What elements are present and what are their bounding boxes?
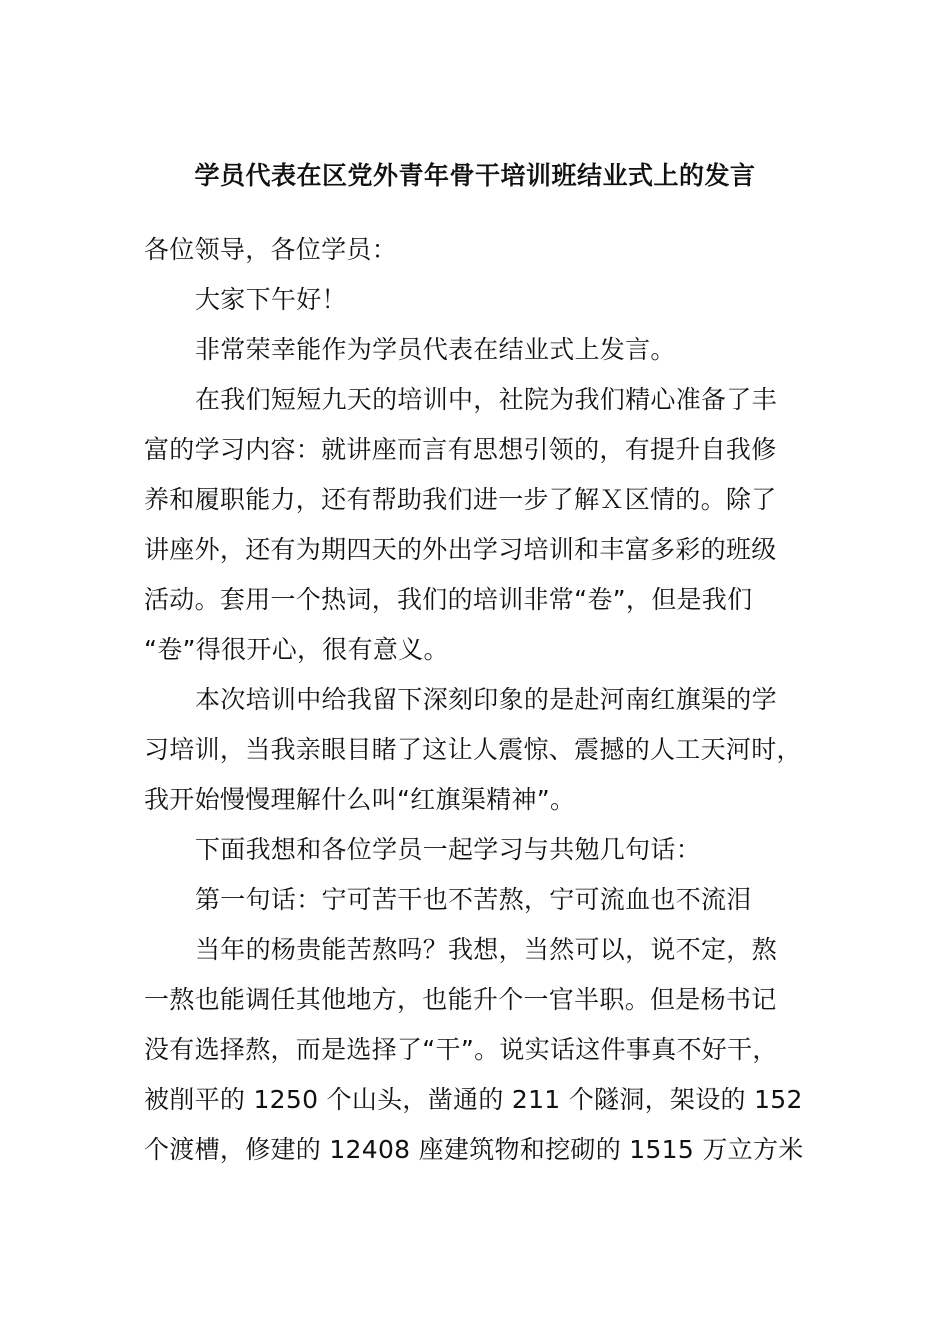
paragraph-line: 活动。套用一个热词，我们的培训非常“卷”，但是我们 <box>144 585 753 614</box>
greeting-line: 大家下午好！ <box>195 285 347 314</box>
paragraph-line: 养和履职能力，还有帮助我们进一步了解Ｘ区情的。除了 <box>144 485 777 514</box>
paragraph-line: “卷”得很开心，很有意义。 <box>144 635 449 664</box>
paragraph-line: 我开始慢慢理解什么叫“红旗渠精神”。 <box>144 785 576 814</box>
paragraph-line: 非常荣幸能作为学员代表在结业式上发言。 <box>195 335 676 364</box>
paragraph-line: 当年的杨贵能苦熬吗？我想，当然可以，说不定，熬 <box>195 935 777 964</box>
paragraph-line: 讲座外，还有为期四天的外出学习培训和丰富多彩的班级 <box>144 535 777 564</box>
section-heading-line: 第一句话：宁可苦干也不苦熬，宁可流血也不流泪 <box>195 885 752 914</box>
paragraph-line: 在我们短短九天的培训中，社院为我们精心准备了丰 <box>195 385 777 414</box>
paragraph-line: 本次培训中给我留下深刻印象的是赴河南红旗渠的学 <box>195 685 777 714</box>
paragraph-line: 个渡槽，修建的 12408 座建筑物和挖砌的 1515 万立方米 <box>144 1135 804 1164</box>
paragraph-line: 下面我想和各位学员一起学习与共勉几句话： <box>195 835 702 864</box>
paragraph-line: 一熬也能调任其他地方，也能升个一官半职。但是杨书记 <box>144 985 777 1014</box>
paragraph-line: 富的学习内容：就讲座而言有思想引领的，有提升自我修 <box>144 435 777 464</box>
document-title: 学员代表在区党外青年骨干培训班结业式上的发言 <box>194 161 756 190</box>
paragraph-line: 习培训，当我亲眼目睹了这让人震惊、震撼的人工天河时， <box>144 735 802 764</box>
paragraph-line: 没有选择熬，而是选择了“干”。说实话这件事真不好干， <box>144 1035 778 1064</box>
salutation-line: 各位领导，各位学员： <box>144 235 398 264</box>
paragraph-line: 被削平的 1250 个山头，凿通的 211 个隧洞，架设的 152 <box>144 1085 803 1114</box>
